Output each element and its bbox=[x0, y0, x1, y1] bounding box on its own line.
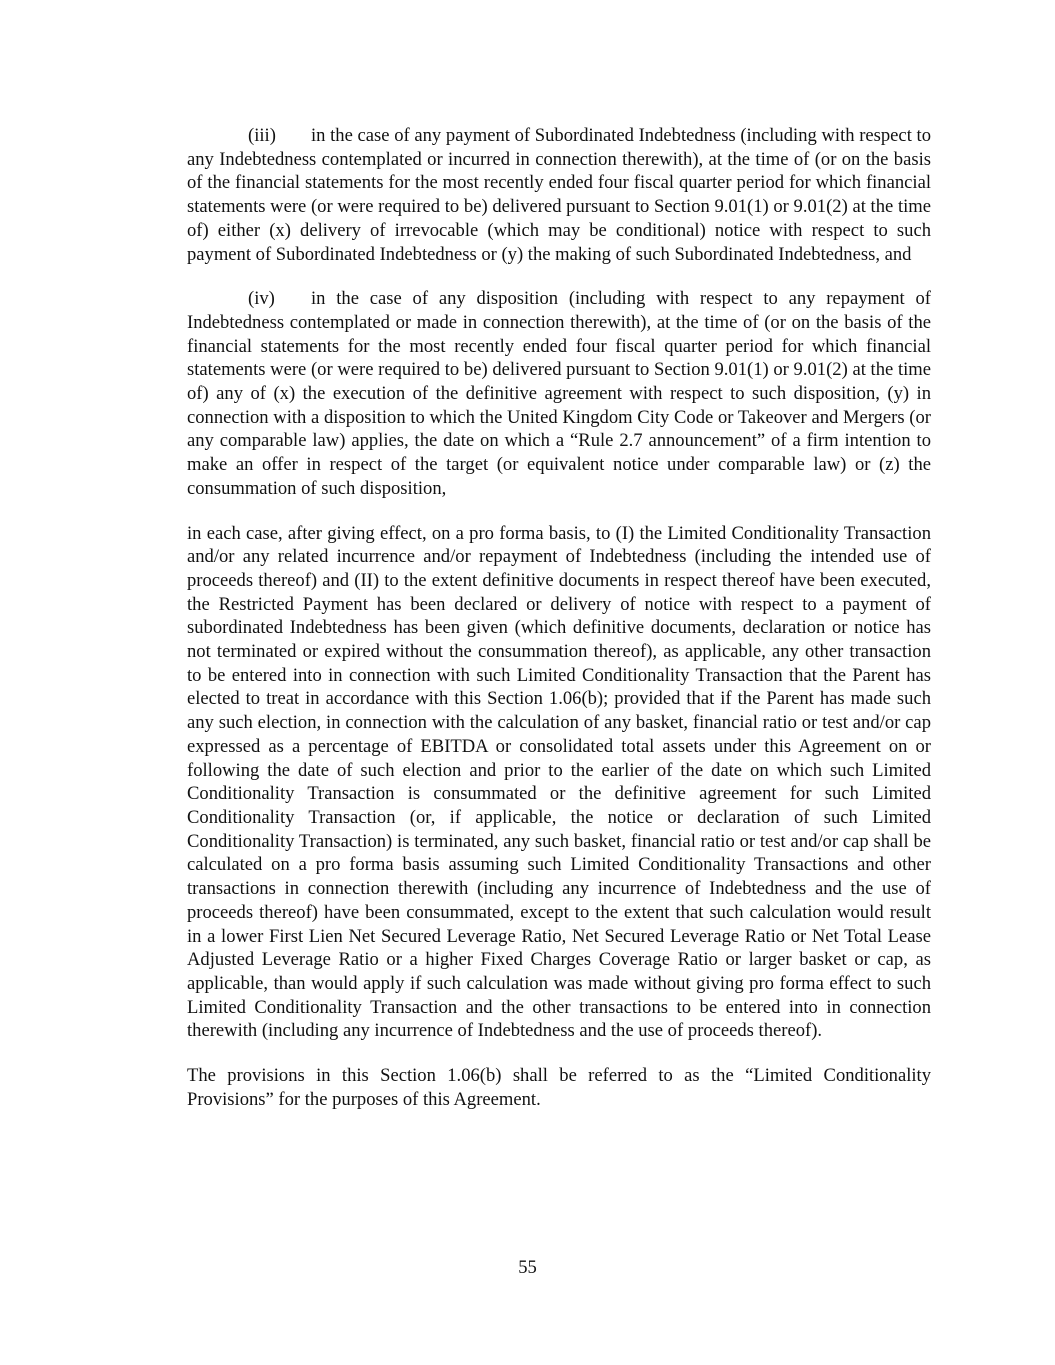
item-number: (iv) bbox=[248, 288, 275, 310]
paragraph-iv bbox=[187, 287, 931, 500]
paragraph-provisions: The provisions in this Section 1.06(b) shall be referred to as the “Limited Conditionality Provisions” for the purposes of this Agreement. bbox=[187, 1065, 931, 1110]
item-number: (iii) bbox=[248, 125, 276, 146]
document-body bbox=[187, 124, 931, 1111]
paragraph-text: in the case of any payment of Subordinated Indebtedness (including with respect to any Indebtedness contemplated or incurred in connection therewith), at the time of (or on the basis of the financial statements for the most recently ended four fiscal quarter period for which financial statements were (or were required to be) delivered pursuant to Section 9.01(1) or 9.01(2) at the time of) either (x) delivery of irrevocable (which may be conditional) notice with respect to such payment of Subordinated Indebtedness or (y) the making of such Subordinated Indebtedness, and bbox=[187, 125, 931, 265]
paragraph-in-each-case: in each case, after giving effect, on a pro forma basis, to (I) the Limited Conditionality Transaction and/or any related incurrence and/or repayment of Indebtedness (including the intended use of proceeds thereof) and (II) to the extent definitive documents in respect thereof have been executed, the Restricted Payment has been declared or delivery of notice with respect to a payment of subordinated Indebtedness has been given (which definitive documents, declaration or notice has not terminated or expired without the consummation thereof), as applicable, any other transaction to be entered into in connection with such Limited Conditionality Transaction that the Parent has elected to treat in accordance with this Section 1.06(b); provided that if the Parent has made such any such election, in connection with the calculation of any basket, financial ratio or test and/or cap expressed as a percentage of EBITDA or consolidated total assets under this Agreement on or following the date of such election and prior to the earlier of the date on which such Limited Conditionality Transaction is consummated or the definitive agreement for such Limited Conditionality Transaction (or, if applicable, the notice or declaration of such Limited Conditionality Transaction) is terminated, any such basket, financial ratio or test and/or cap shall be calculated on a pro forma basis assuming such Limited Conditionality Transactions and other transactions in connection therewith (including any incurrence of Indebtedness and the use of proceeds thereof) have been consummated, except to the extent that such calculation would result in a lower First Lien Net Secured Leverage Ratio, Net Secured Leverage Ratio or Net Total Lease Adjusted Leverage Ratio or a higher Fixed Charges Coverage Ratio or larger basket or cap, as applicable, than would apply if such calculation was made without giving pro forma effect to such Limited Conditionality Transaction and the other transactions to be entered into in connection therewith (including any incurrence of Indebtedness and the use of proceeds thereof). bbox=[187, 522, 931, 1042]
paragraph-iii bbox=[187, 124, 931, 266]
paragraph-text: in the case of any disposition (including with respect to any repayment of Indebtedness contemplated or made in connection therewith), at the time of (or on the basis of the financial statements for the most recently ended four fiscal quarter period for which financial statements were (or were required to be) delivered pursuant to Section 9.01(1) or 9.01(2) at the time of) any of (x) the execution of the definitive agreement with respect to such disposition, (y) in connection with a disposition to which the United Kingdom City Code or Takeover and Mergers (or any comparable law) applies, the date on which a “Rule 2.7 announcement” of a firm intention to make an offer in respect of the target (or equivalent notice under comparable law) or (z) the consummation of such disposition, bbox=[187, 288, 931, 499]
page-number: 55 bbox=[518, 1257, 537, 1278]
